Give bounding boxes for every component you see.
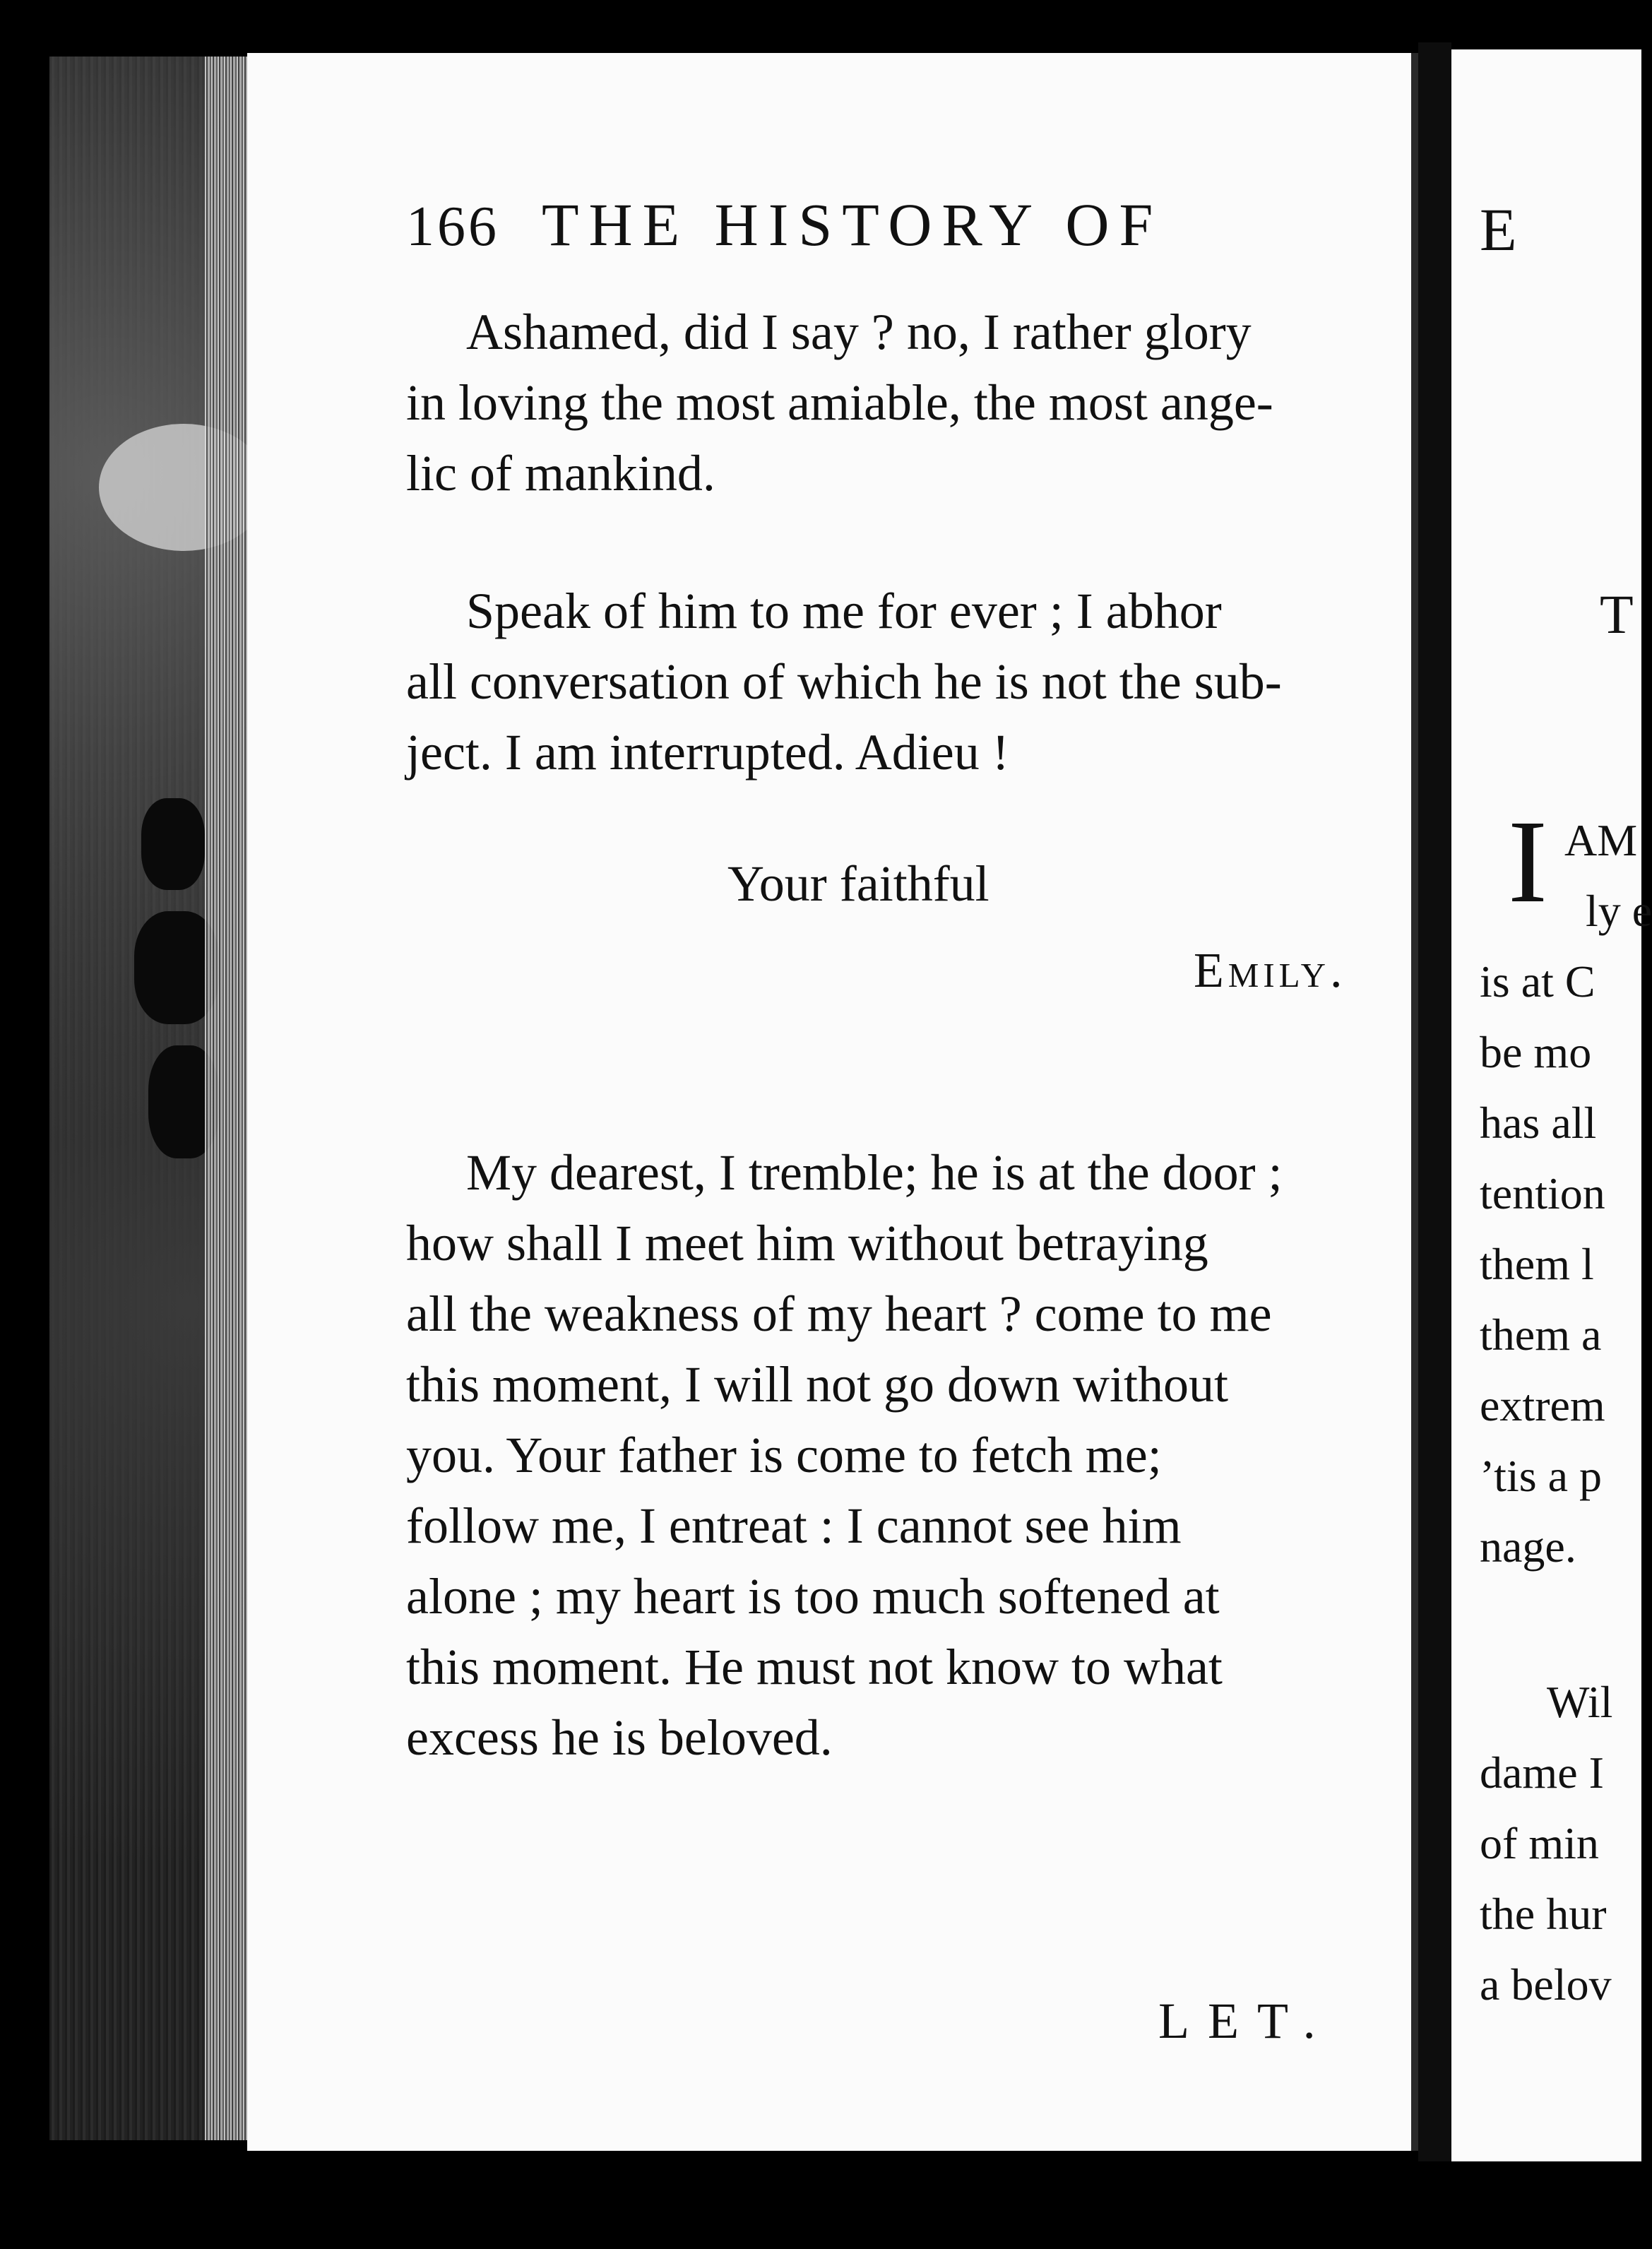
text-line: this moment. He must not know to what xyxy=(406,1639,1223,1695)
right-text-fragment: AM xyxy=(1564,815,1638,865)
right-text-fragment: them l xyxy=(1480,1239,1594,1289)
right-text-fragment: be mo xyxy=(1480,1027,1592,1077)
text-line: excess he is beloved. xyxy=(406,1709,833,1766)
catchword: LET. xyxy=(1158,1993,1334,2049)
text-line: lic of mankind. xyxy=(406,445,715,502)
right-text-fragment: nage. xyxy=(1480,1521,1576,1572)
text-line: this moment, I will not go down without xyxy=(406,1356,1228,1413)
drop-cap: I xyxy=(1508,796,1547,927)
letter-signature: Emily. xyxy=(1194,944,1347,998)
paragraph xyxy=(406,297,1374,509)
right-text-fragment: T xyxy=(1600,583,1634,645)
right-text-fragment: dame I xyxy=(1480,1747,1604,1798)
right-text-fragment: is at C xyxy=(1480,956,1595,1007)
right-text-fragment: them a xyxy=(1480,1310,1602,1360)
text-line: all conversation of which he is not the sub- xyxy=(406,653,1282,710)
text-line: alone ; my heart is too much softened at xyxy=(406,1568,1220,1625)
right-text-fragment: of min xyxy=(1480,1818,1599,1868)
right-text-fragment: ly e xyxy=(1586,886,1652,936)
right-text-fragment: has all xyxy=(1480,1098,1597,1148)
text-line: Speak of him to me for ever ; I abhor xyxy=(466,583,1222,639)
right-text-fragment: a belov xyxy=(1480,1959,1612,2010)
right-text-fragment: extrem xyxy=(1480,1380,1605,1430)
text-line: in loving the most amiable, the most ange- xyxy=(406,374,1273,431)
text-line: all the weakness of my heart ? come to me xyxy=(406,1286,1272,1342)
letter-closing: Your faithful xyxy=(727,855,990,912)
right-text-fragment: Wil xyxy=(1547,1677,1613,1727)
page-edges xyxy=(205,57,247,2140)
right-running-head-fragment: E xyxy=(1480,196,1517,263)
right-text-fragment: tention xyxy=(1480,1168,1605,1218)
paragraph xyxy=(406,576,1374,788)
text-line: follow me, I entreat : I cannot see him xyxy=(406,1497,1182,1554)
running-head-title: THE HISTORY OF xyxy=(542,191,1163,259)
text-line: Ashamed, did I say ? no, I rather glory xyxy=(466,304,1252,360)
paragraph xyxy=(406,1137,1374,1773)
right-text-fragment: the hur xyxy=(1480,1889,1607,1939)
right-text-fragment: ’tis a p xyxy=(1480,1451,1603,1501)
text-line: My dearest, I tremble; he is at the door ; xyxy=(466,1144,1283,1201)
spine-mark xyxy=(141,798,205,890)
running-head xyxy=(406,189,1367,267)
page-number: 166 xyxy=(406,196,499,258)
text-line: how shall I meet him without betraying xyxy=(406,1215,1208,1271)
book-gutter xyxy=(1418,42,1451,2161)
text-line: you. Your father is come to fetch me; xyxy=(406,1427,1162,1483)
text-line: ject. I am interrupted. Adieu ! xyxy=(406,724,1009,781)
